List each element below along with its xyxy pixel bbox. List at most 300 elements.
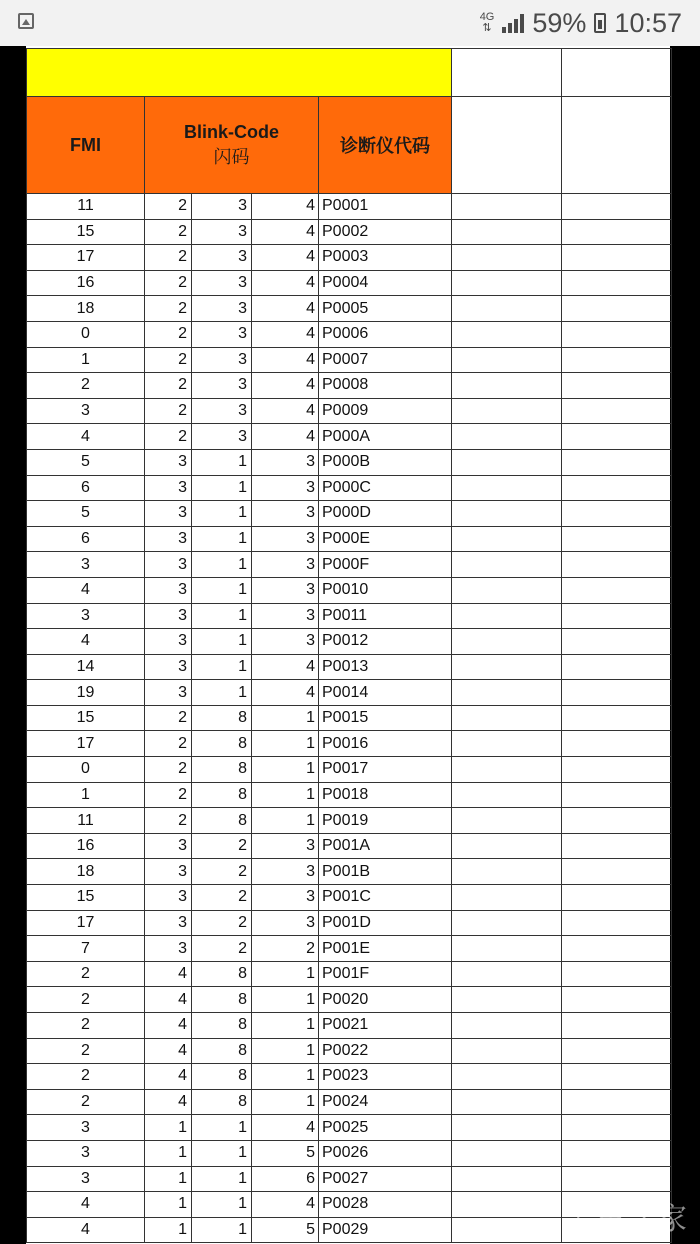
diagnostic-code-cell: P0022	[319, 1038, 452, 1064]
table-row	[27, 1166, 672, 1192]
empty-cell	[562, 833, 672, 859]
empty-cell	[452, 347, 562, 373]
fmi-cell: 1	[27, 782, 145, 808]
fmi-cell: 3	[27, 603, 145, 629]
empty-cell	[452, 373, 562, 399]
fmi-cell: 16	[27, 833, 145, 859]
image-viewer[interactable]	[0, 46, 700, 1244]
blink-digit-1-cell: 3	[145, 449, 192, 475]
blink-digit-3-cell: 1	[252, 705, 319, 731]
blink-digit-2-cell: 3	[192, 245, 252, 271]
blink-digit-3-cell: 4	[252, 424, 319, 450]
blink-digit-3-cell: 4	[252, 245, 319, 271]
empty-cell	[452, 1038, 562, 1064]
table-row	[27, 782, 672, 808]
blink-digit-1-cell: 3	[145, 654, 192, 680]
diagnostic-code-cell: P0003	[319, 245, 452, 271]
empty-cell	[452, 501, 562, 527]
fmi-cell: 3	[27, 398, 145, 424]
diagnostic-code-cell: P001D	[319, 910, 452, 936]
empty-cell	[562, 987, 672, 1013]
empty-cell	[452, 526, 562, 552]
fmi-cell: 2	[27, 1013, 145, 1039]
blink-digit-3-cell: 4	[252, 194, 319, 220]
diagnostic-code-cell: P0008	[319, 373, 452, 399]
empty-cell	[452, 1166, 562, 1192]
data-arrows-icon: ⇅	[482, 22, 492, 34]
empty-cell	[562, 961, 672, 987]
blink-digit-2-cell: 1	[192, 1115, 252, 1141]
fmi-cell: 14	[27, 654, 145, 680]
blink-digit-3-cell: 3	[252, 629, 319, 655]
table-row	[27, 833, 672, 859]
empty-cell	[452, 270, 562, 296]
blink-digit-3-cell: 3	[252, 885, 319, 911]
empty-cell	[562, 859, 672, 885]
empty-cell	[562, 449, 672, 475]
empty-cell	[562, 1140, 672, 1166]
blink-digit-1-cell: 4	[145, 1038, 192, 1064]
blink-digit-3-cell: 1	[252, 987, 319, 1013]
status-indicators	[480, 6, 682, 40]
table-row	[27, 859, 672, 885]
fmi-cell: 15	[27, 885, 145, 911]
blink-digit-2-cell: 8	[192, 757, 252, 783]
blink-digit-2-cell: 2	[192, 833, 252, 859]
table-row	[27, 1089, 672, 1115]
fmi-cell: 5	[27, 449, 145, 475]
blink-digit-1-cell: 4	[145, 1013, 192, 1039]
blink-digit-2-cell: 2	[192, 910, 252, 936]
table-row	[27, 321, 672, 347]
fmi-cell: 4	[27, 424, 145, 450]
blink-digit-1-cell: 3	[145, 552, 192, 578]
table-row	[27, 961, 672, 987]
empty-cell	[562, 910, 672, 936]
blink-digit-2-cell: 1	[192, 577, 252, 603]
blink-digit-3-cell: 4	[252, 296, 319, 322]
empty-cell	[452, 245, 562, 271]
blink-digit-3-cell: 1	[252, 782, 319, 808]
blink-digit-3-cell: 3	[252, 577, 319, 603]
blink-digit-1-cell: 2	[145, 296, 192, 322]
blink-digit-1-cell: 2	[145, 757, 192, 783]
blink-digit-3-cell: 1	[252, 961, 319, 987]
empty-cell	[562, 1115, 672, 1141]
empty-cell	[562, 654, 672, 680]
blink-digit-1-cell: 4	[145, 1064, 192, 1090]
fmi-cell: 0	[27, 757, 145, 783]
blink-digit-2-cell: 2	[192, 859, 252, 885]
fmi-cell: 18	[27, 859, 145, 885]
blink-digit-3-cell: 3	[252, 449, 319, 475]
blink-digit-3-cell: 5	[252, 1140, 319, 1166]
blink-digit-1-cell: 3	[145, 501, 192, 527]
network-type-label: 4G	[479, 11, 495, 23]
network-type-icon	[480, 12, 495, 34]
table-row	[27, 705, 672, 731]
battery-percent: 59%	[532, 7, 587, 38]
diagnostic-code-cell: P0019	[319, 808, 452, 834]
fmi-cell: 6	[27, 526, 145, 552]
blink-digit-2-cell: 2	[192, 936, 252, 962]
blink-digit-2-cell: 3	[192, 398, 252, 424]
diagnostic-code-cell: P0014	[319, 680, 452, 706]
blink-digit-3-cell: 6	[252, 1166, 319, 1192]
signal-strength-icon	[502, 13, 524, 33]
table-row	[27, 1013, 672, 1039]
blink-digit-1-cell: 2	[145, 347, 192, 373]
empty-cell	[562, 270, 672, 296]
blink-digit-1-cell: 3	[145, 475, 192, 501]
blink-digit-3-cell: 3	[252, 603, 319, 629]
diagnostic-code-cell: P0024	[319, 1089, 452, 1115]
diagnostic-code-cell: P0026	[319, 1140, 452, 1166]
diagnostic-code-cell: P0015	[319, 705, 452, 731]
diagnostic-code-cell: P0028	[319, 1192, 452, 1218]
empty-cell	[562, 245, 672, 271]
empty-cell	[562, 501, 672, 527]
diagnostic-code-cell: P0012	[319, 629, 452, 655]
empty-cell	[452, 1140, 562, 1166]
empty-cell	[562, 1038, 672, 1064]
diagnostic-code-cell: P001E	[319, 936, 452, 962]
blink-digit-3-cell: 1	[252, 731, 319, 757]
diagnostic-code-cell: P0020	[319, 987, 452, 1013]
blink-digit-3-cell: 3	[252, 910, 319, 936]
blink-digit-2-cell: 1	[192, 1217, 252, 1243]
blink-digit-1-cell: 3	[145, 936, 192, 962]
fmi-cell: 4	[27, 1192, 145, 1218]
blink-digit-1-cell: 3	[145, 577, 192, 603]
blink-digit-3-cell: 4	[252, 347, 319, 373]
blink-digit-3-cell: 4	[252, 1115, 319, 1141]
diagnostic-code-cell: P000E	[319, 526, 452, 552]
diagnostic-code-cell: P0025	[319, 1115, 452, 1141]
empty-cell	[452, 1089, 562, 1115]
blink-digit-3-cell: 4	[252, 219, 319, 245]
blink-digit-1-cell: 3	[145, 526, 192, 552]
empty-cell	[562, 680, 672, 706]
empty-cell	[562, 219, 672, 245]
diagnostic-code-cell: P0013	[319, 654, 452, 680]
blink-digit-2-cell: 3	[192, 270, 252, 296]
table-row	[27, 296, 672, 322]
empty-cell	[562, 475, 672, 501]
blink-digit-1-cell: 1	[145, 1192, 192, 1218]
empty-cell	[562, 629, 672, 655]
blink-digit-2-cell: 8	[192, 1038, 252, 1064]
fmi-cell: 4	[27, 629, 145, 655]
status-bar	[0, 0, 700, 46]
gallery-icon	[18, 13, 34, 29]
blink-digit-2-cell: 1	[192, 1140, 252, 1166]
empty-cell	[452, 296, 562, 322]
empty-cell	[452, 49, 562, 97]
table-row	[27, 936, 672, 962]
empty-cell	[452, 731, 562, 757]
diagnostic-code-cell: P000A	[319, 424, 452, 450]
table-row	[27, 577, 672, 603]
table-row	[27, 398, 672, 424]
diagnostic-code-cell: P0009	[319, 398, 452, 424]
blink-digit-2-cell: 8	[192, 782, 252, 808]
table-row	[27, 424, 672, 450]
empty-cell	[452, 1064, 562, 1090]
blink-digit-3-cell: 1	[252, 1064, 319, 1090]
blink-code-header-cn: 闪码	[213, 146, 250, 167]
blink-digit-1-cell: 3	[145, 859, 192, 885]
diagnostic-code-cell: P0018	[319, 782, 452, 808]
blink-digit-2-cell: 3	[192, 321, 252, 347]
empty-cell	[562, 373, 672, 399]
blink-digit-3-cell: 3	[252, 526, 319, 552]
blink-digit-1-cell: 4	[145, 1089, 192, 1115]
blink-digit-3-cell: 4	[252, 1192, 319, 1218]
diagnostic-code-cell: P001A	[319, 833, 452, 859]
empty-cell	[562, 731, 672, 757]
blink-digit-3-cell: 1	[252, 1013, 319, 1039]
table-row	[27, 1140, 672, 1166]
empty-cell	[452, 885, 562, 911]
fmi-cell: 4	[27, 1217, 145, 1243]
diagnostic-code-cell: P0021	[319, 1013, 452, 1039]
blink-digit-2-cell: 1	[192, 1166, 252, 1192]
blink-digit-1-cell: 2	[145, 245, 192, 271]
table-row	[27, 373, 672, 399]
empty-cell	[452, 603, 562, 629]
diagnostic-code-cell: P0016	[319, 731, 452, 757]
empty-cell	[562, 885, 672, 911]
diagnostic-code-cell: P000F	[319, 552, 452, 578]
blink-digit-2-cell: 3	[192, 194, 252, 220]
fmi-cell: 11	[27, 808, 145, 834]
battery-icon	[594, 13, 606, 33]
empty-cell	[562, 1013, 672, 1039]
diagnostic-code-cell: P000B	[319, 449, 452, 475]
blink-digit-2-cell: 8	[192, 808, 252, 834]
empty-cell	[452, 987, 562, 1013]
blink-digit-1-cell: 1	[145, 1166, 192, 1192]
column-header-row	[27, 97, 672, 194]
fmi-cell: 2	[27, 373, 145, 399]
blink-digit-1-cell: 3	[145, 910, 192, 936]
table-row	[27, 347, 672, 373]
empty-cell	[562, 398, 672, 424]
blink-digit-1-cell: 2	[145, 321, 192, 347]
blink-digit-1-cell: 2	[145, 373, 192, 399]
blink-digit-2-cell: 3	[192, 373, 252, 399]
blink-digit-3-cell: 4	[252, 398, 319, 424]
empty-cell	[452, 552, 562, 578]
diagnostic-code-header: 诊断仪代码	[319, 97, 452, 194]
blink-digit-3-cell: 3	[252, 501, 319, 527]
blink-digit-2-cell: 8	[192, 705, 252, 731]
empty-cell	[562, 49, 672, 97]
blink-digit-3-cell: 4	[252, 270, 319, 296]
diagnostic-code-cell: P0001	[319, 194, 452, 220]
fmi-cell: 5	[27, 501, 145, 527]
empty-cell	[562, 1166, 672, 1192]
blink-digit-2-cell: 1	[192, 603, 252, 629]
empty-cell	[452, 757, 562, 783]
diagnostic-code-cell: P0027	[319, 1166, 452, 1192]
empty-cell	[452, 782, 562, 808]
empty-cell	[562, 552, 672, 578]
empty-cell	[452, 577, 562, 603]
table-row	[27, 552, 672, 578]
blink-digit-2-cell: 3	[192, 347, 252, 373]
blink-digit-1-cell: 4	[145, 987, 192, 1013]
fmi-cell: 2	[27, 1089, 145, 1115]
blink-digit-3-cell: 4	[252, 654, 319, 680]
empty-cell	[562, 194, 672, 220]
blink-digit-2-cell: 1	[192, 449, 252, 475]
diagnostic-code-cell: P0006	[319, 321, 452, 347]
empty-cell	[452, 629, 562, 655]
fmi-cell: 15	[27, 705, 145, 731]
blink-digit-2-cell: 1	[192, 629, 252, 655]
fmi-cell: 11	[27, 194, 145, 220]
blink-digit-2-cell: 8	[192, 961, 252, 987]
blink-digit-2-cell: 8	[192, 731, 252, 757]
table-row	[27, 910, 672, 936]
fmi-cell: 1	[27, 347, 145, 373]
blink-digit-2-cell: 3	[192, 424, 252, 450]
watermark-logo: 卡车之家	[564, 1202, 688, 1237]
blink-digit-1-cell: 3	[145, 885, 192, 911]
table-row	[27, 757, 672, 783]
table-row	[27, 475, 672, 501]
empty-cell	[562, 526, 672, 552]
blink-code-header-en: Blink-Code	[183, 121, 279, 142]
empty-cell	[562, 296, 672, 322]
table-row	[27, 194, 672, 220]
table-row	[27, 1038, 672, 1064]
table-row	[27, 731, 672, 757]
empty-cell	[562, 603, 672, 629]
fmi-cell: 16	[27, 270, 145, 296]
empty-cell	[562, 347, 672, 373]
blink-digit-2-cell: 8	[192, 1089, 252, 1115]
fmi-cell: 2	[27, 1038, 145, 1064]
blink-digit-1-cell: 1	[145, 1115, 192, 1141]
diagnostic-code-cell: P0023	[319, 1064, 452, 1090]
spreadsheet-image	[26, 46, 670, 1244]
diagnostic-code-cell: P0005	[319, 296, 452, 322]
blink-digit-3-cell: 4	[252, 680, 319, 706]
empty-cell	[452, 97, 562, 194]
empty-cell	[452, 859, 562, 885]
empty-cell	[452, 424, 562, 450]
diagnostic-code-cell: P0002	[319, 219, 452, 245]
diagnostic-code-cell: P0017	[319, 757, 452, 783]
blink-digit-2-cell: 1	[192, 654, 252, 680]
blink-digit-1-cell: 3	[145, 629, 192, 655]
empty-cell	[452, 705, 562, 731]
blink-digit-1-cell: 2	[145, 705, 192, 731]
empty-cell	[452, 680, 562, 706]
fmi-cell: 0	[27, 321, 145, 347]
blink-digit-2-cell: 1	[192, 501, 252, 527]
empty-cell	[452, 321, 562, 347]
blink-digit-1-cell: 1	[145, 1140, 192, 1166]
table-row	[27, 680, 672, 706]
fmi-cell: 3	[27, 1166, 145, 1192]
blink-digit-3-cell: 3	[252, 552, 319, 578]
blink-digit-1-cell: 1	[145, 1217, 192, 1243]
fmi-cell: 15	[27, 219, 145, 245]
blink-digit-3-cell: 1	[252, 757, 319, 783]
empty-cell	[562, 577, 672, 603]
fmi-cell: 3	[27, 1115, 145, 1141]
blink-digit-1-cell: 4	[145, 961, 192, 987]
blink-digit-3-cell: 4	[252, 321, 319, 347]
empty-cell	[562, 936, 672, 962]
table-row	[27, 270, 672, 296]
blink-digit-2-cell: 1	[192, 680, 252, 706]
blink-digit-2-cell: 1	[192, 1192, 252, 1218]
diagnostic-code-cell: P0011	[319, 603, 452, 629]
table-row	[27, 1115, 672, 1141]
table-row	[27, 654, 672, 680]
table-row	[27, 245, 672, 271]
blink-digit-2-cell: 3	[192, 219, 252, 245]
fmi-cell: 3	[27, 552, 145, 578]
empty-cell	[452, 961, 562, 987]
blink-digit-3-cell: 1	[252, 808, 319, 834]
fmi-cell: 4	[27, 577, 145, 603]
empty-cell	[452, 1115, 562, 1141]
table-row	[27, 449, 672, 475]
fmi-cell: 17	[27, 910, 145, 936]
blink-digit-3-cell: 1	[252, 1038, 319, 1064]
empty-cell	[562, 705, 672, 731]
empty-cell	[562, 97, 672, 194]
empty-cell	[452, 219, 562, 245]
empty-cell	[562, 808, 672, 834]
table-row	[27, 629, 672, 655]
diagnostic-code-cell: P0029	[319, 1217, 452, 1243]
empty-cell	[452, 194, 562, 220]
diagnostic-code-cell: P000D	[319, 501, 452, 527]
table-row	[27, 808, 672, 834]
diagnostic-code-cell: P0010	[319, 577, 452, 603]
table-row	[27, 526, 672, 552]
blink-digit-1-cell: 3	[145, 680, 192, 706]
blink-digit-3-cell: 2	[252, 936, 319, 962]
empty-cell	[562, 424, 672, 450]
empty-cell	[452, 910, 562, 936]
blink-digit-3-cell: 3	[252, 859, 319, 885]
empty-cell	[452, 1217, 562, 1243]
diagnostic-code-cell: P001C	[319, 885, 452, 911]
empty-cell	[562, 782, 672, 808]
blink-digit-1-cell: 2	[145, 219, 192, 245]
blink-digit-1-cell: 2	[145, 808, 192, 834]
empty-cell	[452, 1192, 562, 1218]
blink-digit-2-cell: 8	[192, 1013, 252, 1039]
blink-digit-1-cell: 2	[145, 782, 192, 808]
header-band-row	[27, 49, 672, 97]
blink-digit-3-cell: 5	[252, 1217, 319, 1243]
clock-time: 10:57	[614, 7, 682, 38]
fmi-cell: 17	[27, 245, 145, 271]
blink-digit-1-cell: 2	[145, 270, 192, 296]
empty-cell	[452, 1013, 562, 1039]
blink-digit-2-cell: 8	[192, 1064, 252, 1090]
blink-digit-2-cell: 8	[192, 987, 252, 1013]
